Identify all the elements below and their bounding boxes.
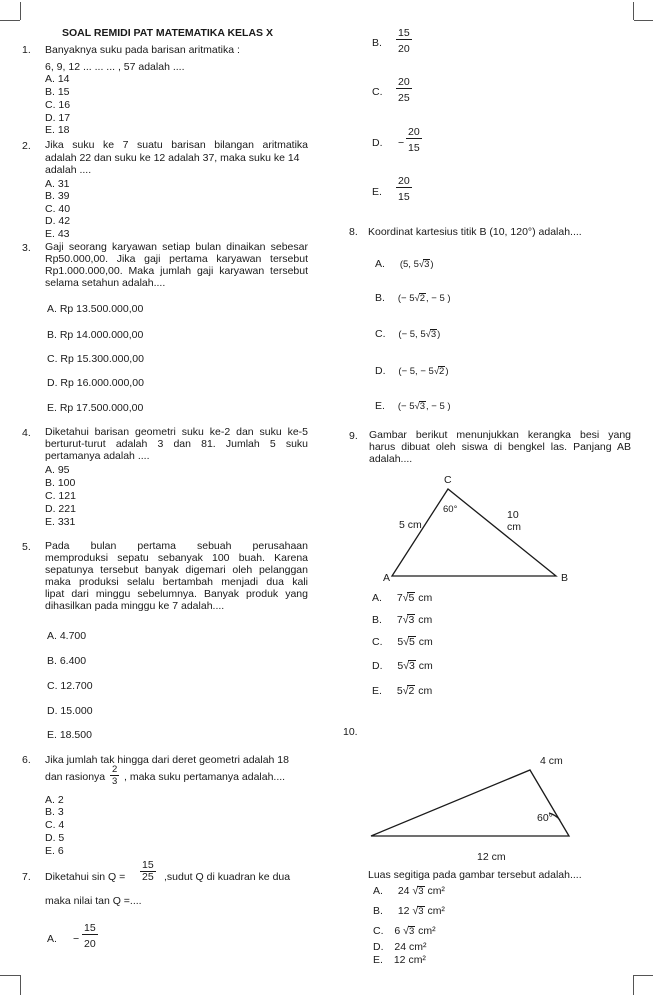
q6-option-a[interactable]: A. 2 (45, 794, 64, 806)
q8-option-b-label: B. (375, 292, 385, 304)
q6-text-line-1: Jika jumlah tak hingga dari deret geometri adalah 18 (45, 754, 289, 766)
q5-option-a[interactable]: A. 4.700 (47, 630, 87, 642)
q1-option-a[interactable]: A. 14 (45, 73, 70, 85)
q10-number: 10. (343, 726, 358, 738)
q3-option-a[interactable]: A. Rp 13.500.000,00 (47, 303, 144, 315)
q4-text-line-1: Diketahui barisan geometri suku ke-2 dan suku ke-5 (45, 426, 308, 438)
q8-text: Koordinat kartesius titik B (10, 120°) adalah.... (368, 226, 582, 238)
q5-text-line-3: sepatunya tersebut banyak digemari oleh pelanggan (45, 564, 308, 576)
q10-option-c[interactable]: C. 6 √3 cm² (373, 925, 436, 937)
q2-text-line-2: adalah 22 dan suku ke 12 adalah 37, maka suku ke 14 (45, 152, 300, 164)
q8-option-c[interactable]: C. (− 5, 5√3) (375, 328, 441, 340)
q7-option-c-fraction[interactable] (396, 77, 412, 104)
q4-option-e[interactable]: E. 331 (45, 516, 76, 528)
q3-option-e[interactable]: E. Rp 17.500.000,00 (47, 402, 144, 414)
q5-text-line-4: maka produksi selalu bertambah menjadi dua kali (45, 576, 308, 588)
q7-option-e-numerator: 20 (398, 175, 410, 187)
q6-option-c[interactable]: C. 4 (45, 819, 65, 831)
q1-sequence: 6, 9, 12 ... ... ... , 57 adalah .... (45, 61, 185, 73)
q8-option-e-radicand: 3 (419, 401, 425, 412)
q8-option-d-radicand: 2 (439, 366, 445, 377)
q3-text-line-4: selama setahun adalah.... (45, 277, 166, 289)
q6-number: 6. (22, 754, 31, 766)
q9-option-c-label: C. (372, 636, 383, 648)
q7-sin-fraction (140, 860, 156, 883)
q7-option-d-numerator: 20 (408, 126, 420, 138)
q9-option-c-pre: 5 (397, 636, 404, 648)
q9-option-c[interactable]: C. 5√5 cm (372, 636, 433, 648)
q8-option-e-label: E. (375, 400, 385, 412)
q9-side-bc-label-1: 10 (507, 509, 519, 521)
q6-text-pre: dan rasionya (45, 771, 106, 783)
corner-mark-tl-h (0, 20, 20, 21)
q9-option-d-radicand: 3 (409, 660, 415, 672)
q5-option-b[interactable]: B. 6.400 (47, 655, 87, 667)
q1-number: 1. (22, 44, 31, 56)
q9-option-b-unit: cm (418, 614, 433, 626)
q7-option-c-denominator: 25 (398, 92, 410, 104)
q8-option-b-post: , − 5 ) (426, 293, 451, 304)
q9-option-d[interactable]: D. 5√3 cm (372, 660, 433, 672)
q8-option-d-label: D. (375, 365, 386, 377)
q2-option-a[interactable]: A. 31 (45, 178, 70, 190)
corner-mark-bl (20, 975, 21, 995)
q2-option-e[interactable]: E. 43 (45, 228, 70, 240)
q7-option-a-fraction[interactable] (82, 923, 98, 950)
q9-option-e-label: E. (372, 685, 382, 697)
q9-option-e-unit: cm (418, 685, 433, 697)
q10-option-b-pre: 12 (397, 905, 410, 917)
q10-option-b-unit: cm² (427, 905, 445, 917)
q5-text-line-2: memproduksi sepatu sebanyak 100 buah. Karena (45, 552, 308, 564)
q7-option-a-sign: − (73, 933, 80, 945)
q10-option-d[interactable] (373, 941, 427, 953)
q10-option-d-value: 24 cm² (394, 941, 427, 953)
corner-mark-tr-h (634, 20, 653, 21)
q2-text-line-1: Jika suku ke 7 suatu barisan bilangan aritmatika (45, 139, 308, 151)
q9-text-line-3: adalah.... (369, 453, 413, 465)
q8-option-c-post: ) (437, 329, 441, 340)
q8-option-c-label: C. (375, 328, 386, 340)
q8-option-e[interactable]: E. (− 5√3, − 5 ) (375, 400, 451, 412)
q8-option-a[interactable]: A. (5, 5√3) (375, 258, 434, 270)
q9-angle-label: 60° (443, 504, 458, 515)
q5-text-line-6: dihasilkan pada minggu ke 7 adalah.... (45, 600, 225, 612)
q4-option-d[interactable]: D. 221 (45, 503, 76, 515)
q9-option-c-unit: cm (418, 636, 433, 648)
q10-option-e-value: 12 cm² (393, 954, 426, 966)
q10-option-c-pre: 6 (394, 925, 401, 937)
corner-mark-tr (633, 2, 634, 20)
q7-text-pre: Diketahui sin Q = (45, 871, 126, 883)
q9-option-e-pre: 5 (396, 685, 403, 697)
q9-option-b-label: B. (372, 614, 382, 626)
q7-option-e-label[interactable]: E. (372, 186, 382, 198)
page-title: SOAL REMIDI PAT MATEMATIKA KELAS X (62, 27, 273, 39)
q7-option-d-label[interactable]: D. (372, 137, 383, 149)
q10-angle-label: 60° (537, 812, 553, 824)
q7-option-d-sign: − (398, 137, 405, 149)
q7-option-e-denominator: 15 (398, 191, 410, 203)
q5-number: 5. (22, 541, 31, 553)
q9-option-a-pre: 7 (396, 592, 403, 604)
q9-side-ac-label: 5 cm (399, 519, 422, 531)
q7-option-b-fraction[interactable] (396, 28, 412, 55)
q7-option-b-denominator: 20 (398, 43, 410, 55)
q9-option-a-radicand: 5 (408, 592, 415, 604)
corner-mark-br-h (634, 975, 653, 976)
q9-triangle (392, 489, 556, 576)
q10-option-a-unit: cm² (427, 885, 445, 897)
q8-option-d-post: ) (445, 366, 449, 377)
q4-number: 4. (22, 427, 31, 439)
q9-text-line-2: harus dibuat oleh siswa di bengkel las. Panjang AB (369, 441, 631, 453)
q4-text-line-2: berturut-turut adalah 3 dan 81. Jumlah 5 suku (45, 438, 308, 450)
q5-option-d[interactable]: D. 15.000 (47, 705, 93, 717)
q7-sin-denominator: 25 (142, 871, 154, 883)
q9-number: 9. (349, 430, 358, 442)
q8-option-a-post: ) (430, 259, 434, 270)
q8-option-a-radicand: 3 (424, 259, 430, 270)
q2-text-line-3: adalah .... (45, 164, 92, 176)
q3-option-c[interactable]: C. Rp 15.300.000,00 (47, 353, 144, 365)
q9-option-d-pre: 5 (397, 660, 404, 672)
q10-question-text: Luas segitiga pada gambar tersebut adalah.... (368, 869, 582, 881)
q8-option-a-pre: (5, 5 (399, 259, 419, 270)
q10-option-a-label: A. (373, 885, 383, 897)
q8-option-c-radicand: 3 (430, 329, 437, 340)
q7-option-e-fraction[interactable] (396, 176, 412, 203)
q10-option-a-radicand: 3 (418, 886, 424, 897)
q7-option-b-numerator: 15 (398, 27, 410, 39)
q7-text-post: ,sudut Q di kuadran ke dua (164, 871, 291, 883)
q7-option-d-fraction[interactable] (406, 127, 422, 154)
q4-option-a[interactable]: A. 95 (45, 464, 70, 476)
q9-option-b-pre: 7 (396, 614, 403, 626)
q9-option-c-radicand: 5 (409, 636, 415, 648)
q9-option-a[interactable]: A. 7√5 cm (372, 592, 433, 604)
q8-option-b[interactable]: B. (− 5√2, − 5 ) (375, 292, 451, 304)
q3-option-d[interactable]: D. Rp 16.000.000,00 (47, 377, 144, 389)
q8-option-e-pre: (− 5 (397, 401, 415, 412)
q9-vertex-c: C (444, 474, 452, 486)
q3-text-line-2: Rp50.000,00. Jika gaji pertama karyawan tersebut (45, 253, 308, 265)
q3-text-line-1: Gaji seorang karyawan setiap bulan dinaikan sebesar (45, 241, 308, 253)
q7-option-b-label[interactable]: B. (372, 37, 382, 49)
q9-side-bc-label-2: cm (507, 521, 521, 533)
q7-option-a-numerator: 15 (84, 922, 96, 934)
q10-side-base-label: 12 cm (477, 851, 506, 863)
q8-option-e-post: , − 5 ) (426, 401, 451, 412)
q9-vertex-a: A (383, 572, 391, 584)
q3-number: 3. (22, 242, 31, 254)
q7-option-a-label[interactable]: A. (47, 933, 57, 945)
q5-text-line-5: lipat dari minggu sebelumnya. Banyak produk yang (45, 588, 308, 600)
q7-option-c-label[interactable]: C. (372, 86, 383, 98)
q1-option-b[interactable]: B. 15 (45, 86, 70, 98)
q10-option-c-label: C. (373, 925, 384, 937)
q7-sin-numerator: 15 (142, 859, 154, 871)
q10-option-b-label: B. (373, 905, 383, 917)
q9-option-b-radicand: 3 (408, 614, 415, 626)
q1-option-e[interactable]: E. 18 (45, 124, 70, 136)
q10-option-e-label: E. (373, 954, 383, 966)
q1-text: Banyaknya suku pada barisan aritmatika : (45, 44, 240, 56)
q9-option-b[interactable]: B. 7√3 cm (372, 614, 433, 626)
q6-ratio-fraction (110, 764, 119, 787)
q10-option-b-radicand: 3 (418, 906, 424, 917)
q7-text-line-2: maka nilai tan Q =.... (45, 895, 142, 907)
q7-option-c-numerator: 20 (398, 76, 410, 88)
q6-option-e[interactable]: E. 6 (45, 845, 64, 857)
q8-option-c-pre: (− 5, 5 (398, 329, 426, 340)
q1-option-d[interactable]: D. 17 (45, 112, 71, 124)
q2-number: 2. (22, 140, 31, 152)
q10-triangle (371, 770, 569, 836)
q10-side-right-label: 4 cm (540, 755, 563, 767)
q5-option-e[interactable]: E. 18.500 (47, 729, 92, 741)
q2-option-d[interactable]: D. 42 (45, 215, 71, 227)
q10-option-d-label: D. (373, 941, 384, 953)
q10-option-e[interactable] (373, 954, 426, 966)
q8-option-d-pre: (− 5, − 5 (398, 366, 434, 377)
q2-option-b[interactable]: B. 39 (45, 190, 70, 202)
q9-option-e[interactable]: E. 5√2 cm (372, 685, 433, 697)
q4-text-line-3: pertamanya adalah .... (45, 450, 150, 462)
q8-option-b-radicand: 2 (419, 293, 425, 304)
q10-option-a-pre: 24 (397, 885, 410, 897)
q6-ratio-numerator: 2 (112, 764, 118, 775)
q6-ratio-denominator: 3 (112, 776, 118, 787)
q3-option-b[interactable]: B. Rp 14.000.000,00 (47, 329, 144, 341)
corner-mark-tl (20, 2, 21, 20)
q3-text-line-3: Rp1.000.000,00. Maka jumlah gaji karyawan tersebut (45, 265, 308, 277)
q8-option-d[interactable]: D. (− 5, − 5√2) (375, 365, 449, 377)
corner-mark-bl-h (0, 975, 20, 976)
corner-mark-br (633, 975, 634, 995)
q10-option-c-unit: cm² (418, 925, 436, 937)
q4-option-b[interactable]: B. 100 (45, 477, 76, 489)
q10-option-a[interactable]: A. 24 √3 cm² (373, 885, 445, 897)
q9-option-a-unit: cm (418, 592, 433, 604)
q10-option-b[interactable]: B. 12 √3 cm² (373, 905, 445, 917)
q6-text-post: , maka suku pertamanya adalah.... (124, 771, 286, 783)
q9-option-a-label: A. (372, 592, 382, 604)
q6-option-d[interactable]: D. 5 (45, 832, 65, 844)
q8-number: 8. (349, 226, 358, 238)
q7-option-d-denominator: 15 (408, 142, 420, 154)
q10-option-c-radicand: 3 (408, 926, 415, 937)
q9-text-line-1: Gambar berikut menunjukkan kerangka besi yang (369, 429, 631, 441)
q8-option-a-label: A. (375, 258, 385, 270)
q5-text-line-1: Pada bulan pertama sebuah perusahaan (45, 540, 308, 552)
q7-number: 7. (22, 871, 31, 883)
q9-option-e-radicand: 2 (408, 685, 415, 697)
q5-option-c[interactable]: C. 12.700 (47, 680, 93, 692)
q1-option-c[interactable]: C. 16 (45, 99, 71, 111)
q9-vertex-b: B (561, 572, 569, 584)
q9-option-d-label: D. (372, 660, 383, 672)
q6-option-b[interactable]: B. 3 (45, 806, 64, 818)
q7-option-a-denominator: 20 (84, 938, 96, 950)
q2-option-c[interactable]: C. 40 (45, 203, 71, 215)
q8-option-b-pre: (− 5 (397, 293, 415, 304)
q4-option-c[interactable]: C. 121 (45, 490, 76, 502)
q9-option-d-unit: cm (418, 660, 433, 672)
